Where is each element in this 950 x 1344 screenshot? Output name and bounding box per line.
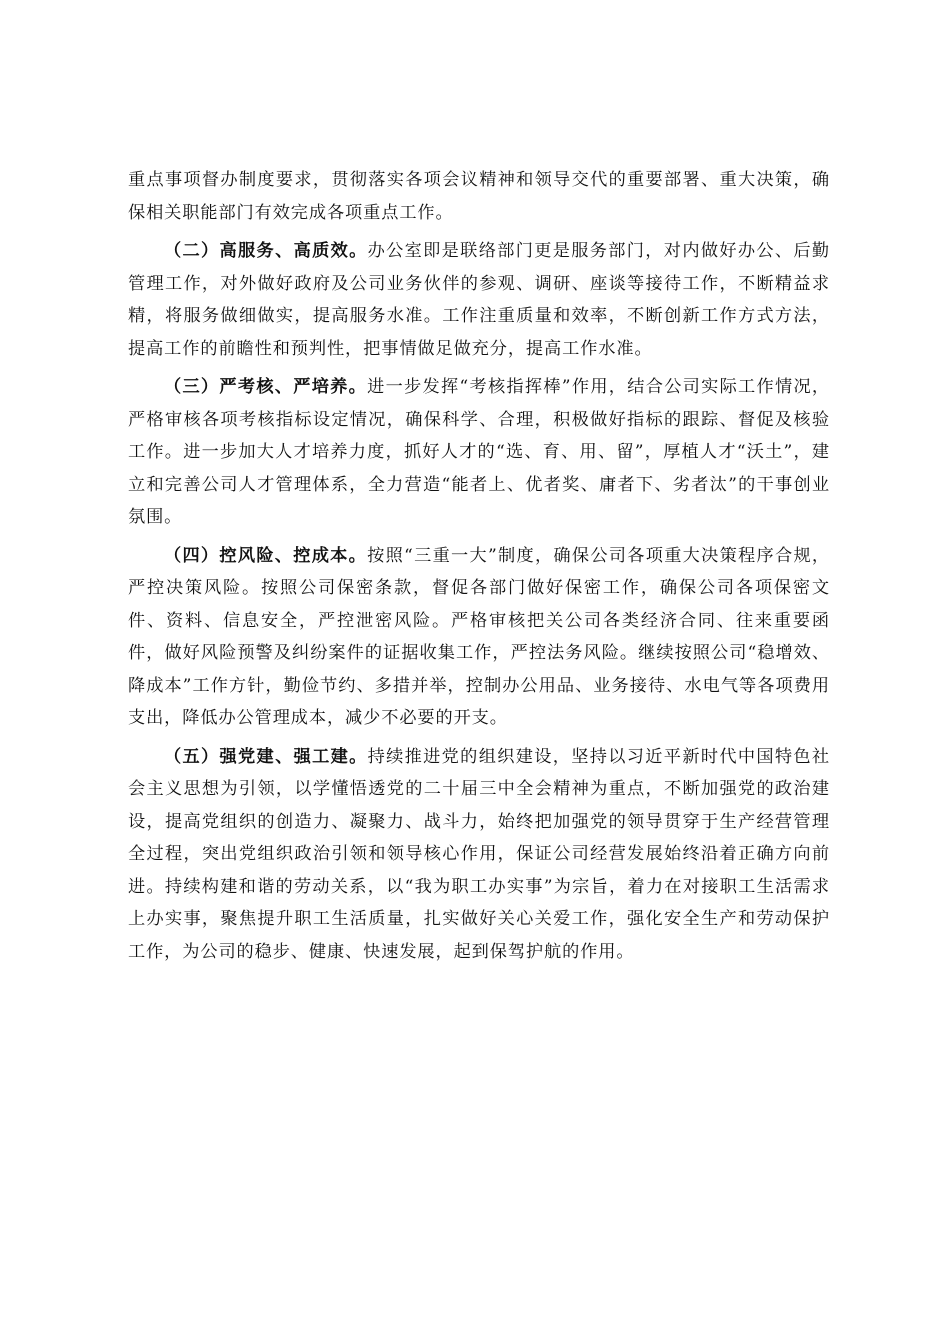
paragraph-text: 持续推进党的组织建设，坚持以习近平新时代中国特色社会主义思想为引领，以学懂悟透党的二十届三中全会精神为重点，不断加强党的政治建设，提高党组织的创造力、凝聚力、战斗力，始终把加强党的领导贯穿于生产经营管理全过程，突出党组织政治引领和领导核心作用，保证公司经营发展始终沿着正确方向前进。持续构建和谐的劳动关系，以“我为职工办实事”为宗旨，着力在对接职工生活需求上办实事，聚焦提升职工生活质量，扎实做好关心关爱工作，强化安全生产和劳动保护工作，为公司的稳步、健康、快速发展，起到保驾护航的作用。: [128, 746, 830, 962]
section-heading: （二）高服务、高质效。: [164, 241, 368, 261]
paragraph-text: 办公室即是联络部门更是服务部门，对内做好办公、后勤管理工作，对外做好政府及公司业务伙伴的参观、调研、座谈等接待工作，不断精益求精，将服务做细做实，提高服务水准。工作注重质量和效率，不断创新工作方式方法，提高工作的前瞻性和预判性，把事情做足做充分，提高工作水准。: [128, 241, 830, 359]
paragraph-text: 按照“三重一大”制度，确保公司各项重大决策程序合规，严控决策风险。按照公司保密条款，督促各部门做好保密工作，确保公司各项保密文件、资料、信息安全，严控泄密风险。严格审核把关公司各类经济合同、往来重要函件，做好风险预警及纠纷案件的证据收集工作，严控法务风险。继续按照公司“稳增效、降成本”工作方针，勤俭节约、多措并举，控制办公用品、业务接待、水电气等各项费用支出，降低办公管理成本，减少不必要的开支。: [128, 545, 830, 728]
paragraph-section-5: [128, 741, 830, 969]
paragraph-section-2: [128, 235, 830, 365]
paragraph-text: 重点事项督办制度要求，贯彻落实各项会议精神和领导交代的重要部署、重大决策，确保相关职能部门有效完成各项重点工作。: [128, 170, 830, 223]
paragraph-text: 进一步发挥“考核指挥棒”作用，结合公司实际工作情况，严格审核各项考核指标设定情况，确保科学、合理，积极做好指标的跟踪、督促及核验工作。进一步加大人才培养力度，抓好人才的“选、育、用、留”，厚植人才“沃土”，建立和完善公司人才管理体系，全力营造“能者上、优者奖、庸者下、劣者汰”的干事创业氛围。: [128, 377, 830, 527]
section-heading: （五）强党建、强工建。: [164, 746, 368, 767]
section-heading: （三）严考核、严培养。: [164, 377, 368, 397]
paragraph-section-4: [128, 540, 830, 735]
paragraph-continuation: [128, 164, 830, 229]
paragraph-section-3: [128, 371, 830, 534]
section-heading: （四）控风险、控成本。: [164, 545, 368, 566]
document-body: [128, 164, 830, 974]
